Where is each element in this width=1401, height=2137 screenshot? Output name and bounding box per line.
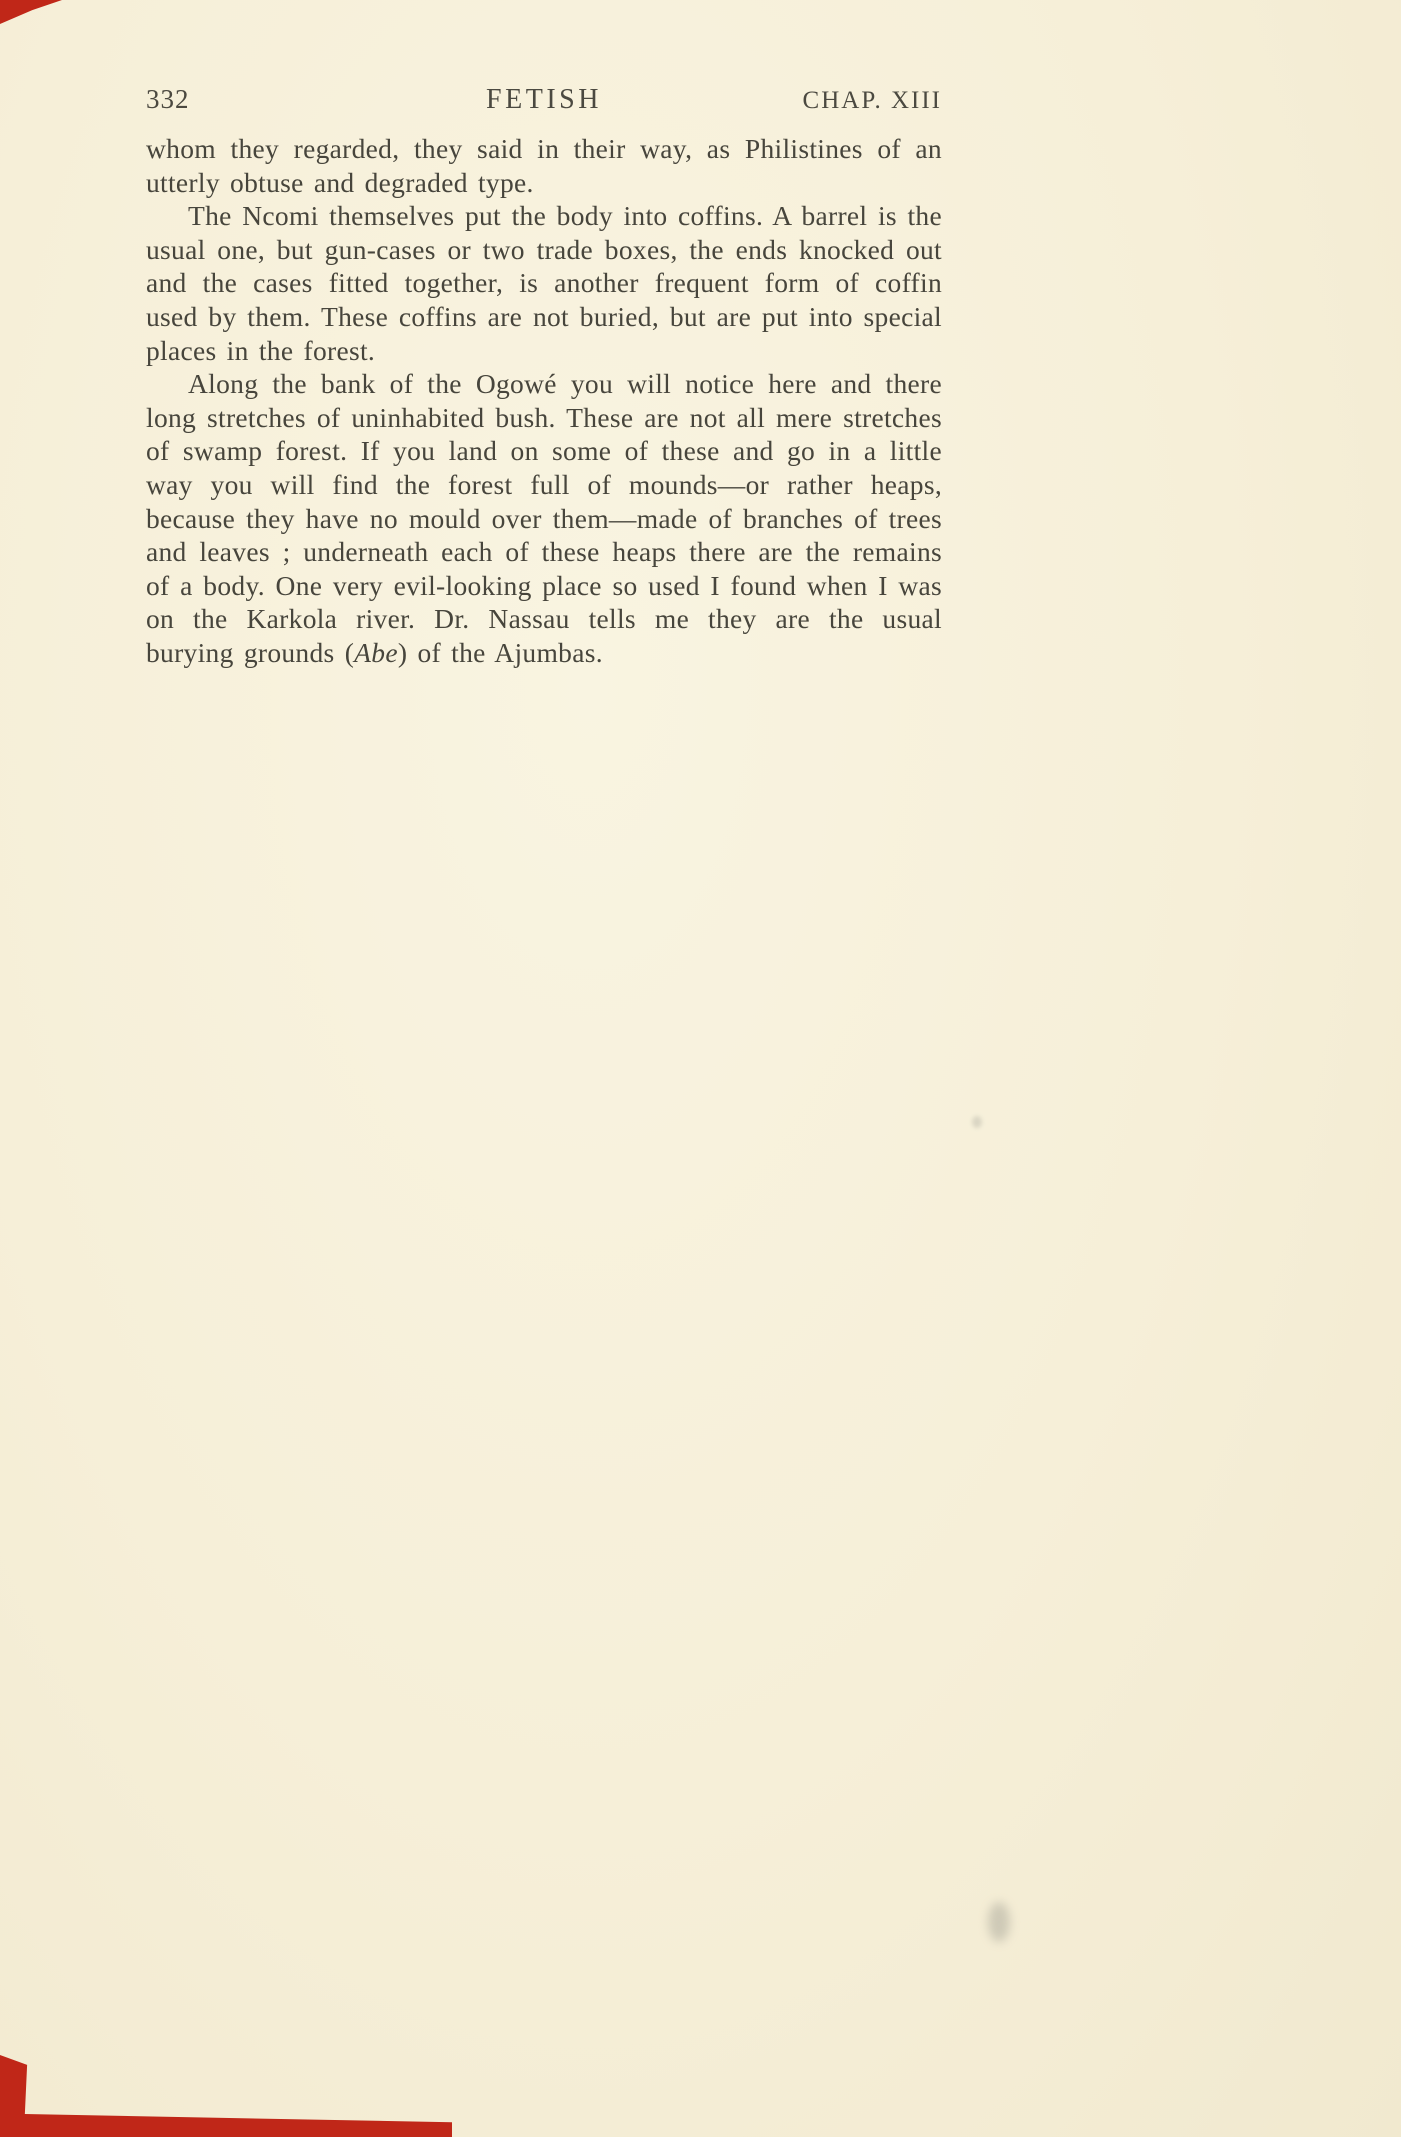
chapter-header: CHAP. XIII xyxy=(802,87,942,114)
text-segment: ) of the Ajumbas. xyxy=(397,636,603,668)
text-segment: The Ncomi themselves put the body into coffins. A barrel is the usual one, but gun-cases or two trade boxes, the ends knocked out and the cases fitted together, is another frequent form of coffin used by them. These coffins are not buried, but are put into special places in the forest. xyxy=(146,200,942,366)
italic-text: Abe xyxy=(354,636,398,668)
body-text xyxy=(146,132,942,670)
paragraph xyxy=(146,199,942,367)
scan-smudge xyxy=(972,1116,982,1128)
scan-smudge xyxy=(988,1902,1010,1942)
red-mark-top-left xyxy=(0,0,62,24)
paragraph xyxy=(146,367,942,669)
text-segment: Along the bank of the Ogowé you will notice here and there long stretches of uninhabited bush. These are not all mere stretches of swamp forest. If you land on some of these and go in a little way you will find the forest full of mounds—or rather heaps, because they have no mould over them—made of branches of trees and leaves ; underneath each of these heaps there are the remains of a body. One very evil-looking place so used I found when I was on the Karkola river. Dr. Nassau tells me they are the usual burying grounds ( xyxy=(146,368,942,668)
paragraph xyxy=(146,132,942,199)
red-mark-bottom-left xyxy=(0,2055,452,2137)
page-number: 332 xyxy=(146,84,190,114)
page-header xyxy=(146,84,942,116)
running-title: FETISH xyxy=(486,84,602,115)
text-segment: whom they regarded, they said in their way, as Philistines of an utterly obtuse and degraded type. xyxy=(146,133,942,198)
